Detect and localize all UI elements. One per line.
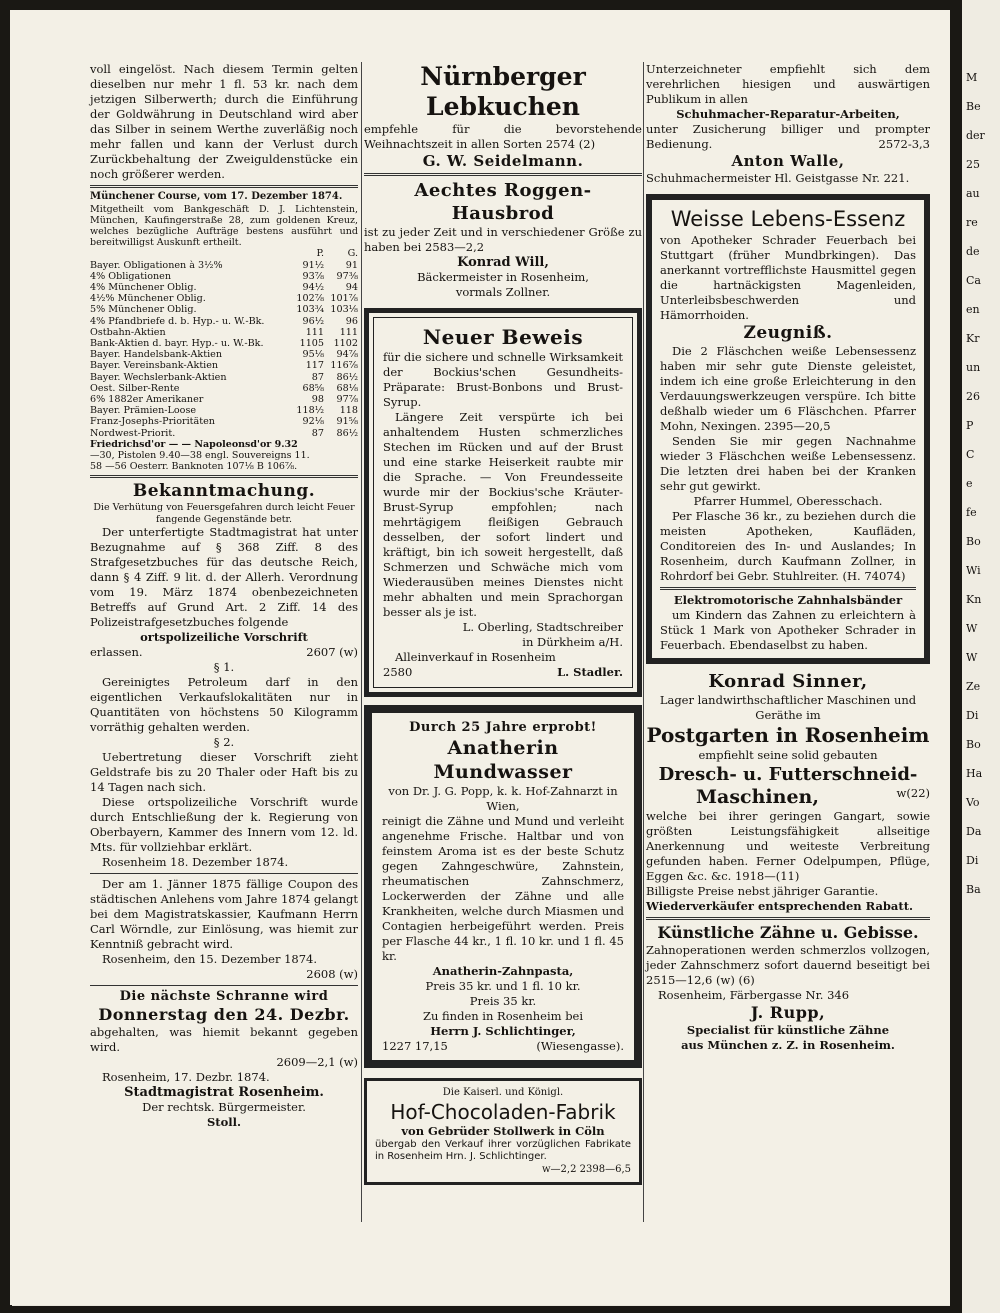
anatherin-find: Zu finden in Rosenheim bei [422,1009,584,1023]
schranne-text: abgehalten, was hiemit bekannt gegeben wird. [90,1024,358,1054]
strip-line: un [966,361,981,374]
courses-row [90,338,358,349]
paragraph-2-date: Rosenheim 18. Dezember 1874. [102,854,289,869]
zeugniss-heading: Zeugniß. [743,323,833,343]
schranne-number: 2609—2,1 (w) [276,1054,358,1069]
sinner-text-4: Billigste Preise nebst jähriger Garantie. [646,884,879,898]
course-value: 97⅜ [336,270,358,282]
strip-line: Wi [966,564,981,577]
zeugniss-text-2: Senden Sie mir gegen Nachnahme wieder 3 Fläschchen weiße Lebensessenz. Die letzten drei haben bei der Kranken sehr gut gewirkt. [660,434,916,493]
signature-stoll: Stoll. [206,1114,242,1129]
course-value: 94½ [302,281,325,293]
anatherin-price-2: Preis 35 kr. [469,994,537,1008]
roggen-baker-job: Bäckermeister in Rosenheim, [417,270,589,284]
course-name: 5% Münchener Oblig. [90,304,197,316]
roggen-title: Aechtes Roggen-Hausbrod [414,180,592,224]
anatherin-title: Anatherin Mundwasser [433,737,573,783]
neuer-beweis-footer: 2580 L. Stadler. [383,665,623,679]
schuhmacher-address: Schuhmachermeister Hl. Geistgasse Nr. 221. [646,171,910,185]
lebens-essenz-title: Weisse Lebens-Essenz [670,207,906,231]
course-value: 68⅝ [302,382,325,394]
neuer-beweis-text-1: für die sichere und schnelle Wirksamkeit der Bockius'schen Gesundheits-Präparate: Brust-Bonbons und Brust-Syrup. [383,350,623,409]
paragraph-2-text-2: Diese ortspolizeiliche Vorschrift wurde durch Entschließung der k. Regierung von Oberbayern, Kammer des Innern vom 12. ld. Mts. für vollziehbar erklärt. [90,794,358,854]
zaehne-title: Künstliche Zähne u. Gebisse. [657,923,919,942]
courses-row [90,293,358,304]
courses-tail-3: 58 —56 Oesterr. Banknoten 107⅛ B 106⅞. [90,461,298,473]
hof-chocoladen-top: Die Kaiserl. und Königl. [442,1087,564,1098]
course-name: Franz-Josephs-Prioritäten [90,416,215,428]
course-value: 116⅞ [330,360,358,372]
course-value: 96 [345,315,358,327]
divider [660,587,916,590]
course-value: 118½ [296,405,325,417]
divider [90,475,358,478]
course-value: 91½ [302,259,325,271]
neuer-beweis-signature-2: in Dürkheim a/H. [522,635,623,649]
course-value: 86½ [336,371,358,383]
strip-line: fe [966,506,977,519]
schranne-heading: Die nächste Schranne wird [119,988,329,1004]
course-value: 68⅛ [336,382,358,394]
sinner-text-2: empfiehlt seine solid gebauten [698,748,878,762]
courses-row [90,260,358,271]
sinner-wiederverkaeufer: Wiederverkäufer entsprechenden Rabatt. [646,899,914,913]
anatherin-footer: 1227 17,15 (Wiesengasse). [382,1039,624,1053]
anatherin-paste: Anatherin-Zahnpasta, [432,964,574,978]
zeugniss-text: Die 2 Fläschchen weiße Lebensessenz haben mir sehr gute Dienste geleistet, indem ich eine große Erleichterung in den Verdauungswerkzeugen verspüre. Ich bitte deßhalb wieder um 6 Fläschchen. Pfarrer Mohn, Nexingen. 2395—20,5 [660,344,916,433]
courses-header-row: P. G. [316,248,358,260]
anatherin-top: Durch 25 Jahre erprobt! [409,720,597,735]
sinner-postgarten: Postgarten in Rosenheim [646,723,930,747]
sinner-maschinen-line: Maschinen, w(22) [696,786,930,808]
hof-chocoladen-title: Hof-Chocoladen-Fabrik [390,1099,616,1124]
courses-row [90,360,358,371]
roggen-baker-prev: vormals Zollner. [455,285,551,299]
course-name: Bayer. Wechslerbank-Aktien [90,371,227,383]
divider [646,917,930,920]
coupon-number: 2608 (w) [306,966,358,981]
strip-line: en [966,303,980,316]
column-rule-2 [643,62,644,1222]
strip-line: au [966,187,980,200]
top-edge [0,0,1000,10]
coupon-text: Der am 1. Jänner 1875 fällige Coupon des städtischen Anlehens vom Jahre 1874 gelangt bei dem Magistratskassier, Kaufmann Herrn Carl Wörndle, zur Einlösung, was hiemit zur Kenntniß gebracht wird. [90,876,358,951]
courses-row [90,316,358,327]
course-value: 1105 [299,337,325,349]
column-2 [364,62,642,1189]
anatherin-price: Preis 35 kr. und 1 fl. 10 kr. [425,979,581,993]
hof-chocoladen-number: w—2,2 2398—6,5 [542,1163,631,1175]
bekanntmachung-subtitle: Die Verhütung von Feuersgefahren durch leicht Feuer fangende Gegenstände betr. [93,502,355,525]
lebkuchen-text: empfehle für die bevorstehende Weihnachtszeit in allen Sorten 2574 (2) [364,122,642,151]
strip-line: Ca [966,274,981,287]
divider [90,985,358,986]
hof-chocoladen-text: übergab den Verkauf ihrer vorzüglichen Fabrikate in Rosenheim Hrn. J. Schlichtinger. [375,1138,631,1162]
strip-line: Ha [966,767,983,780]
divider [90,185,358,188]
buergermeister: Der rechtsk. Bürgermeister. [142,1099,306,1114]
divider [90,873,358,874]
neuer-beweis-ad [364,308,642,697]
hof-chocoladen-by: von Gebrüder Stollwerk in Cöln [401,1123,605,1138]
anatherin-text: reinigt die Zähne und Mund und verleiht angenehme Frische. Haltbar und von feinstem Aroma ist es der beste Schutz gegen Zahngeschwüre, Zahnstein, rheumatischen Zahnschmerz, Lockerwerden der Zähne und alle Krankheiten, welche durch Miasmen und Contagien herbeigeführt werden. Preis per Flasche 44 kr., 1 fl. 10 kr. und 1 fl. 45 kr. [382,814,624,963]
courses-row [90,416,358,427]
strip-line: W [966,651,978,664]
schuhmacher-text-2: unter Zusicherung billiger und prompter Bedienung. 2572-3,3 [646,122,930,151]
schranne-date: Donnerstag den 24. Dezbr. [98,1004,350,1024]
strip-line: re [966,216,978,229]
zahnhalsbaender-text: um Kindern das Zahnen zu erleichtern à Stück 1 Mark von Apotheker Schrader in Feuerbach. Ebendaselbst zu haben. [660,608,916,652]
course-name: Bayer. Obligationen à 3½% [90,259,223,271]
course-value: 87 [311,427,325,439]
hof-chocoladen-ad [364,1078,642,1185]
course-value: 86½ [336,427,358,439]
courses-tail-2: —30, Pistolen 9.40—38 engl. Souvereigns 11. [90,449,310,461]
course-name: Ostbahn-Aktien [90,326,166,338]
strip-line: Kn [966,593,982,606]
roggen-baker: Konrad Will, [457,255,549,270]
neuer-beweis-signature-1: L. Oberling, Stadtschreiber [462,620,623,634]
lebkuchen-title: Nürnberger Lebkuchen [420,62,586,121]
courses-row [90,282,358,293]
paragraph-2: § 2. [213,734,235,749]
zahnhalsbaender-title: Elektromotorische Zahnhalsbänder [673,593,903,607]
neuer-beweis-text-2: Längere Zeit verspürte ich bei anhaltendem Husten schmerzliches Stechen im Rücken und auf der Brust und eine starke Heiserkeit raubte mir die Sprache. — Von Freundesseite wurde mir der Bockius'sche Kräuter-Brust-Syrup empfohlen; nach mehrtägigem fleißigen Gebrauch desselben, der sofort lindert und kräftigt, bin ich soweit hergestellt, daß Schmerzen und Schwäche mich vom Wiederausüben meines Dienstes nicht mehr abhalten und mein Sprachorgan besser als je ist. [383,410,623,619]
anatherin-by: von Dr. J. G. Popp, k. k. Hof-Zahnarzt in Wien, [388,784,618,813]
adjacent-page-strip [962,0,1000,1313]
courses-row [90,349,358,360]
course-name: 4% Obligationen [90,270,172,282]
zaehne-name: J. Rupp, [750,1003,826,1022]
course-value: 93⅞ [302,270,325,282]
courses-row [90,428,358,439]
course-name: Bayer. Prämien-Loose [90,405,197,417]
strip-line: M [966,71,978,84]
sinner-text-3: welche bei ihrer geringen Gangart, sowie größten Leistungsfähigkeit allseitige Anerkennung und weiteste Verbreitung gefunden haben. Ferner Odelpumpen, Pflüge, Eggen &c. &c. 1918—(11) [646,809,930,883]
zeugniss-signature: Pfarrer Hummel, Oberesschach. [693,494,883,508]
schuhmacher-text-1: Unterzeichneter empfiehlt sich dem verehrlichen hiesigen und auswärtigen Publikum in allen [646,62,930,106]
strip-line: der [966,129,985,142]
lebens-essenz-ad [646,194,930,664]
bekanntmachung-title: Bekanntmachung. [132,481,316,502]
strip-line: Da [966,825,982,838]
intro-text: voll eingelöst. Nach diesem Termin gelten dieselben nur mehr 1 fl. 53 kr. nach dem jetzigen Silberwerth; durch die Einführung der Goldwährung in Deutschland wird aber das Silber in seinem Werthe zuverläßig noch mehr fallen und kann der Verlust durch Zurückbehaltung der Zweiguldenstücke ein noch größerer werden. [90,62,358,181]
bottom-edge [0,1306,1000,1313]
lebkuchen-seller: G. W. Seidelmann. [422,152,584,170]
course-name: Nordwest-Priorit. [90,427,176,439]
course-value: 118 [339,405,358,417]
anatherin-ad [364,705,642,1068]
zaehne-address: Rosenheim, Färbergasse Nr. 346 [658,988,850,1002]
strip-line: 25 [966,158,980,171]
course-name: Bank-Aktien d. bayr. Hyp.- u. W.-Bk. [90,337,264,349]
course-value: 102⅞ [296,293,325,305]
anatherin-herrn: Herrn J. Schlichtinger, [430,1024,576,1038]
course-name: Bayer. Handelsbank-Aktien [90,349,223,361]
courses-table [90,248,358,438]
strip-line: Be [966,100,981,113]
strip-line: 26 [966,390,980,403]
course-name: 4% Münchener Oblig. [90,281,197,293]
strip-line: P [966,419,974,432]
neuer-beweis-title: Neuer Beweis [422,325,584,349]
strip-line: e [966,477,973,490]
strip-line: W [966,622,978,635]
schranne-place-date: Rosenheim, 17. Dezbr. 1874. [102,1069,270,1084]
course-value: 87 [311,371,325,383]
course-value: 91 [345,259,358,271]
course-value: 95⅛ [302,349,325,361]
course-value: 111 [339,326,358,338]
lebens-essenz-text: von Apotheker Schrader Feuerbach bei Stuttgart (früher Mundbrkingen). Das anerkannt vortrefflichste Hausmittel gegen die hartnäckigsten Magenleiden, Unterleibsbeschwerden und Hämorrhoiden. [660,233,916,322]
strip-line: Kr [966,332,980,345]
courses-row [90,372,358,383]
column-1 [90,62,358,1130]
strip-line: Ba [966,883,981,896]
course-value: 91⅝ [336,416,358,428]
schuhmacher-bold: Schuhmacher-Reparatur-Arbeiten, [676,107,900,121]
course-value: 94 [345,281,358,293]
sinner-text: Lager landwirthschaftlicher Maschinen und Geräthe im [659,693,917,722]
strip-line: Bo [966,535,981,548]
zaehne-spec: Specialist für künstliche Zähne [686,1023,890,1037]
sinner-name: Konrad Sinner, [708,671,868,692]
course-name: Oest. Silber-Rente [90,382,180,394]
coupon-date: Rosenheim, den 15. Dezember 1874. [102,951,318,966]
course-value: 1102 [333,337,358,349]
schuhmacher-name: Anton Walle, [731,152,845,170]
course-value: 117 [305,360,325,372]
zaehne-text: Zahnoperationen werden schmerzlos vollzogen, jeder Zahnschmerz sofort dauernd beseitigt bei 2515—12,6 (w) (6) [646,943,930,987]
course-value: 92⅛ [302,416,325,428]
course-value: 94⅞ [336,349,358,361]
strip-line: de [966,245,980,258]
courses-row [90,327,358,338]
course-value: 103¾ [296,304,325,316]
courses-row [90,271,358,282]
paragraph-1: § 1. [213,659,235,674]
strip-line: Bo [966,738,981,751]
course-value: 97⅞ [336,393,358,405]
course-value: 111 [305,326,325,338]
neuer-beweis-signature-3: Alleinverkauf in Rosenheim [395,650,556,664]
courses-row [90,304,358,315]
strip-line: Di [966,854,979,867]
lebens-essenz-price: Per Flasche 36 kr., zu beziehen durch die meisten Apotheken, Kaufläden, Conditoreien des In- und Auslandes; In Rosenheim, durch Kaufmann Zollner, in Rohrdorf bei Gebr. Stuhlreiter. (H. 74074) [660,509,916,583]
course-name: Bayer. Vereinsbank-Aktien [90,360,219,372]
paragraph-1-text: Gereinigtes Petroleum darf in den eigentlichen Verkaufslokalitäten nur in Quantitäten von höchstens 50 Kilogramm vorräthig gehalten werden. [90,674,358,734]
courses-tail-1: Friedrichsd'or — — Napoleonsd'or 9.32 [90,438,298,450]
course-value: 98 [311,393,325,405]
column-rule-1 [361,62,362,1222]
ortspolizeiliche-vorschrift: ortspolizeiliche Vorschrift [140,629,308,644]
strip-line: C [966,448,975,461]
strip-line: Di [966,709,979,722]
course-name: 6% 1882er Amerikaner [90,393,204,405]
zaehne-from: aus München z. Z. in Rosenheim. [681,1038,895,1052]
courses-heading: Münchener Course, vom 17. Dezember 1874. [90,191,343,202]
sinner-dresch: Dresch- u. Futterschneid- [658,764,918,785]
divider [364,173,642,176]
strip-line: Vo [966,796,980,809]
paragraph-2-text: Uebertretung dieser Vorschrift zieht Geldstrafe bis zu 20 Thaler oder Haft bis zu 14 Tagen nach sich. [90,749,358,794]
column-3 [646,62,930,1053]
courses-row [90,394,358,405]
course-value: 96½ [302,315,325,327]
course-value: 101⅞ [330,293,358,305]
course-name: 4% Pfandbriefe d. b. Hyp.- u. W.-Bk. [90,315,265,327]
course-value: 103⅛ [330,304,358,316]
courses-row [90,405,358,416]
strip-line: Ze [966,680,981,693]
bekanntmachung-erlassen: erlassen. 2607 (w) [90,644,358,659]
stadtmagistrat: Stadtmagistrat Rosenheim. [124,1084,324,1100]
bekanntmachung-text: Der unterfertigte Stadtmagistrat hat unter Bezugnahme auf § 368 Ziff. 8 des Strafgesetzbuches für das deutsche Reich, dann § 4 Ziff. 9 lit. d. der Allerh. Verordnung vom 19. März 1874 obenbezeichneten Betreffs auf Grund Art. 2 Ziff. 14 des Polizeistrafgesetzbuches folgende [90,524,358,629]
courses-subtext: Mitgetheilt vom Bankgeschäft D. J. Lichtenstein, München, Kaufingerstraße 28, zum goldenen Kreuz, welches bezügliche Aufträge bestens ausführt und bereitwilligst Auskunft ertheilt. [90,203,358,249]
roggen-text: ist zu jeder Zeit und in verschiedener Größe zu haben bei 2583—2,2 [364,225,642,254]
right-gutter [950,0,962,1313]
courses-row [90,383,358,394]
course-name: 4½% Münchener Oblig. [90,293,206,305]
